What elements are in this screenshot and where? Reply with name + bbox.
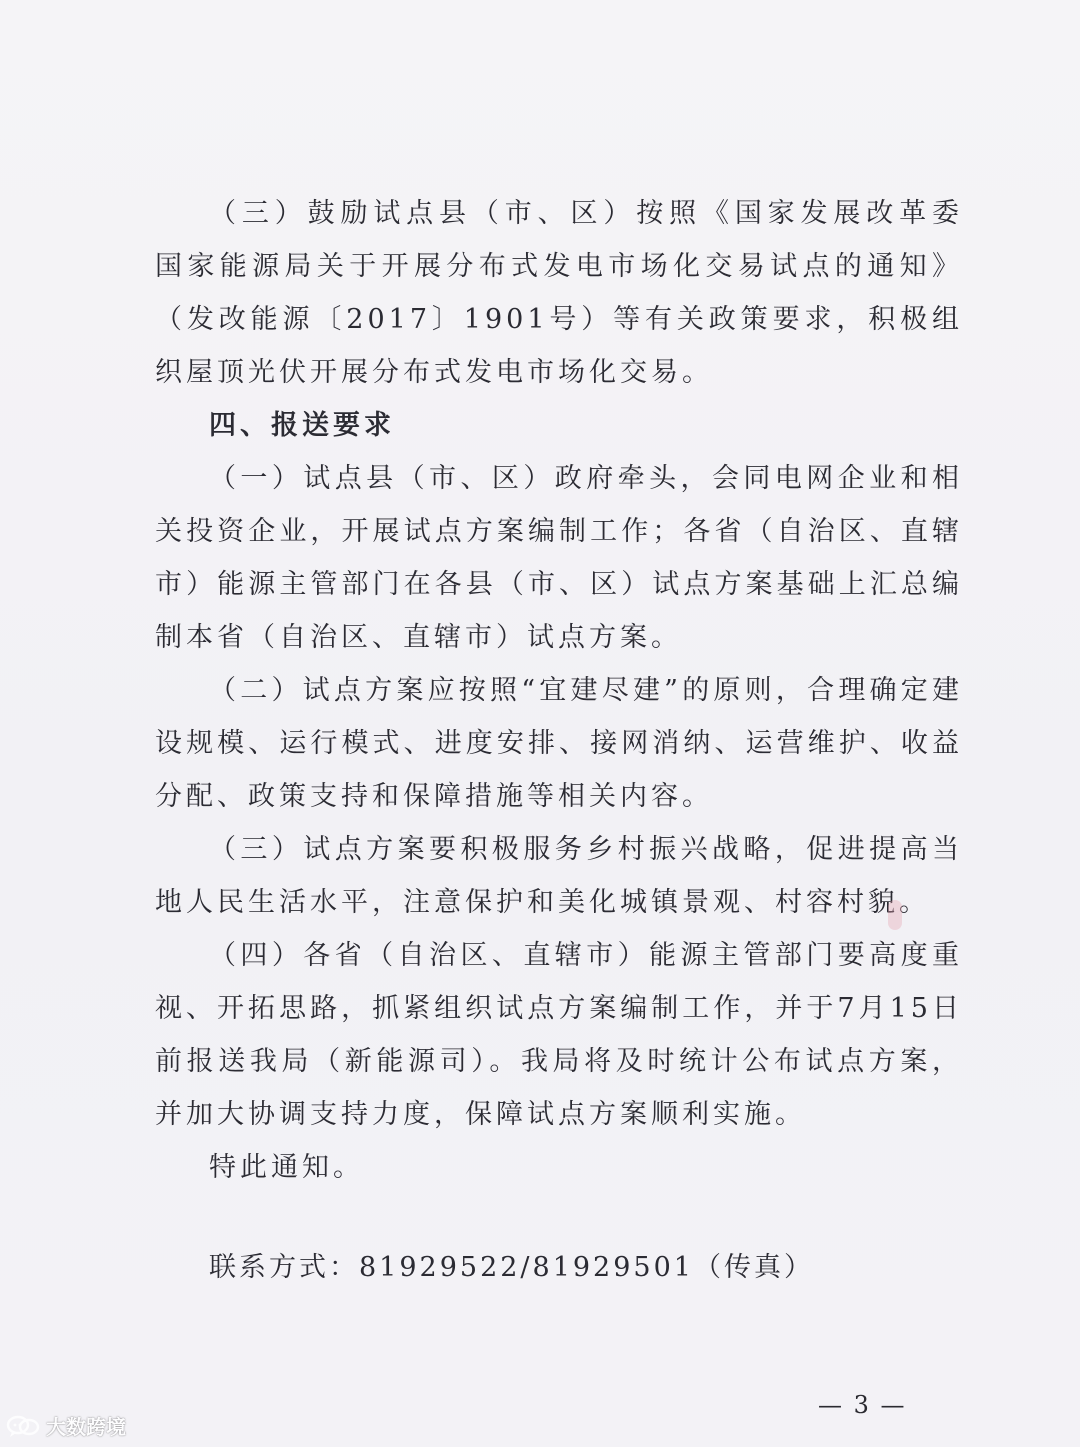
paragraph-4-3: （三）试点方案要积极服务乡村振兴战略，促进提高当地人民生活水平，注意保护和美化城镇景观、村容村貌。: [155, 834, 963, 918]
paragraph-4-4: （四）各省（自治区、直辖市）能源主管部门要高度重视、开拓思路，抓紧组织试点方案编制工作，并于7月15日前报送我局（新能源司）。我局将及时统计公布试点方案，并加大协调支持力度，保障试点方案顺利实施。: [155, 940, 963, 1130]
section-heading-submission-requirements: 四、报送要求: [209, 410, 395, 441]
watermark-text: 大数跨境: [46, 1415, 126, 1439]
document-body: [155, 187, 963, 1194]
closing-remark: 特此通知。: [209, 1152, 364, 1183]
watermark: [6, 1411, 126, 1440]
contact-info: 联系方式：81929522/81929501（传真）: [209, 1252, 814, 1283]
paragraph-3-3: （三）鼓励试点县（市、区）按照《国家发展改革委 国家能源局关于开展分布式发电市场化交易试点的通知》（发改能源〔2017〕1901号）等有关政策要求，积极组织屋顶光伏开展分布式发电市场化交易。: [155, 198, 963, 388]
paragraph-4-2: （二）试点方案应按照“宜建尽建”的原则，合理确定建设规模、运行模式、进度安排、接网消纳、运营维护、收益分配、政策支持和保障措施等相关内容。: [155, 675, 963, 812]
paragraph-4-1: （一）试点县（市、区）政府牵头，会同电网企业和相关投资企业，开展试点方案编制工作；各省（自治区、直辖市）能源主管部门在各县（市、区）试点方案基础上汇总编制本省（自治区、直辖市）试点方案。: [155, 463, 963, 653]
page-number: — 3 —: [818, 1391, 907, 1419]
ink-smudge: [888, 900, 902, 930]
chat-bubble-logo-icon: [6, 1414, 40, 1438]
